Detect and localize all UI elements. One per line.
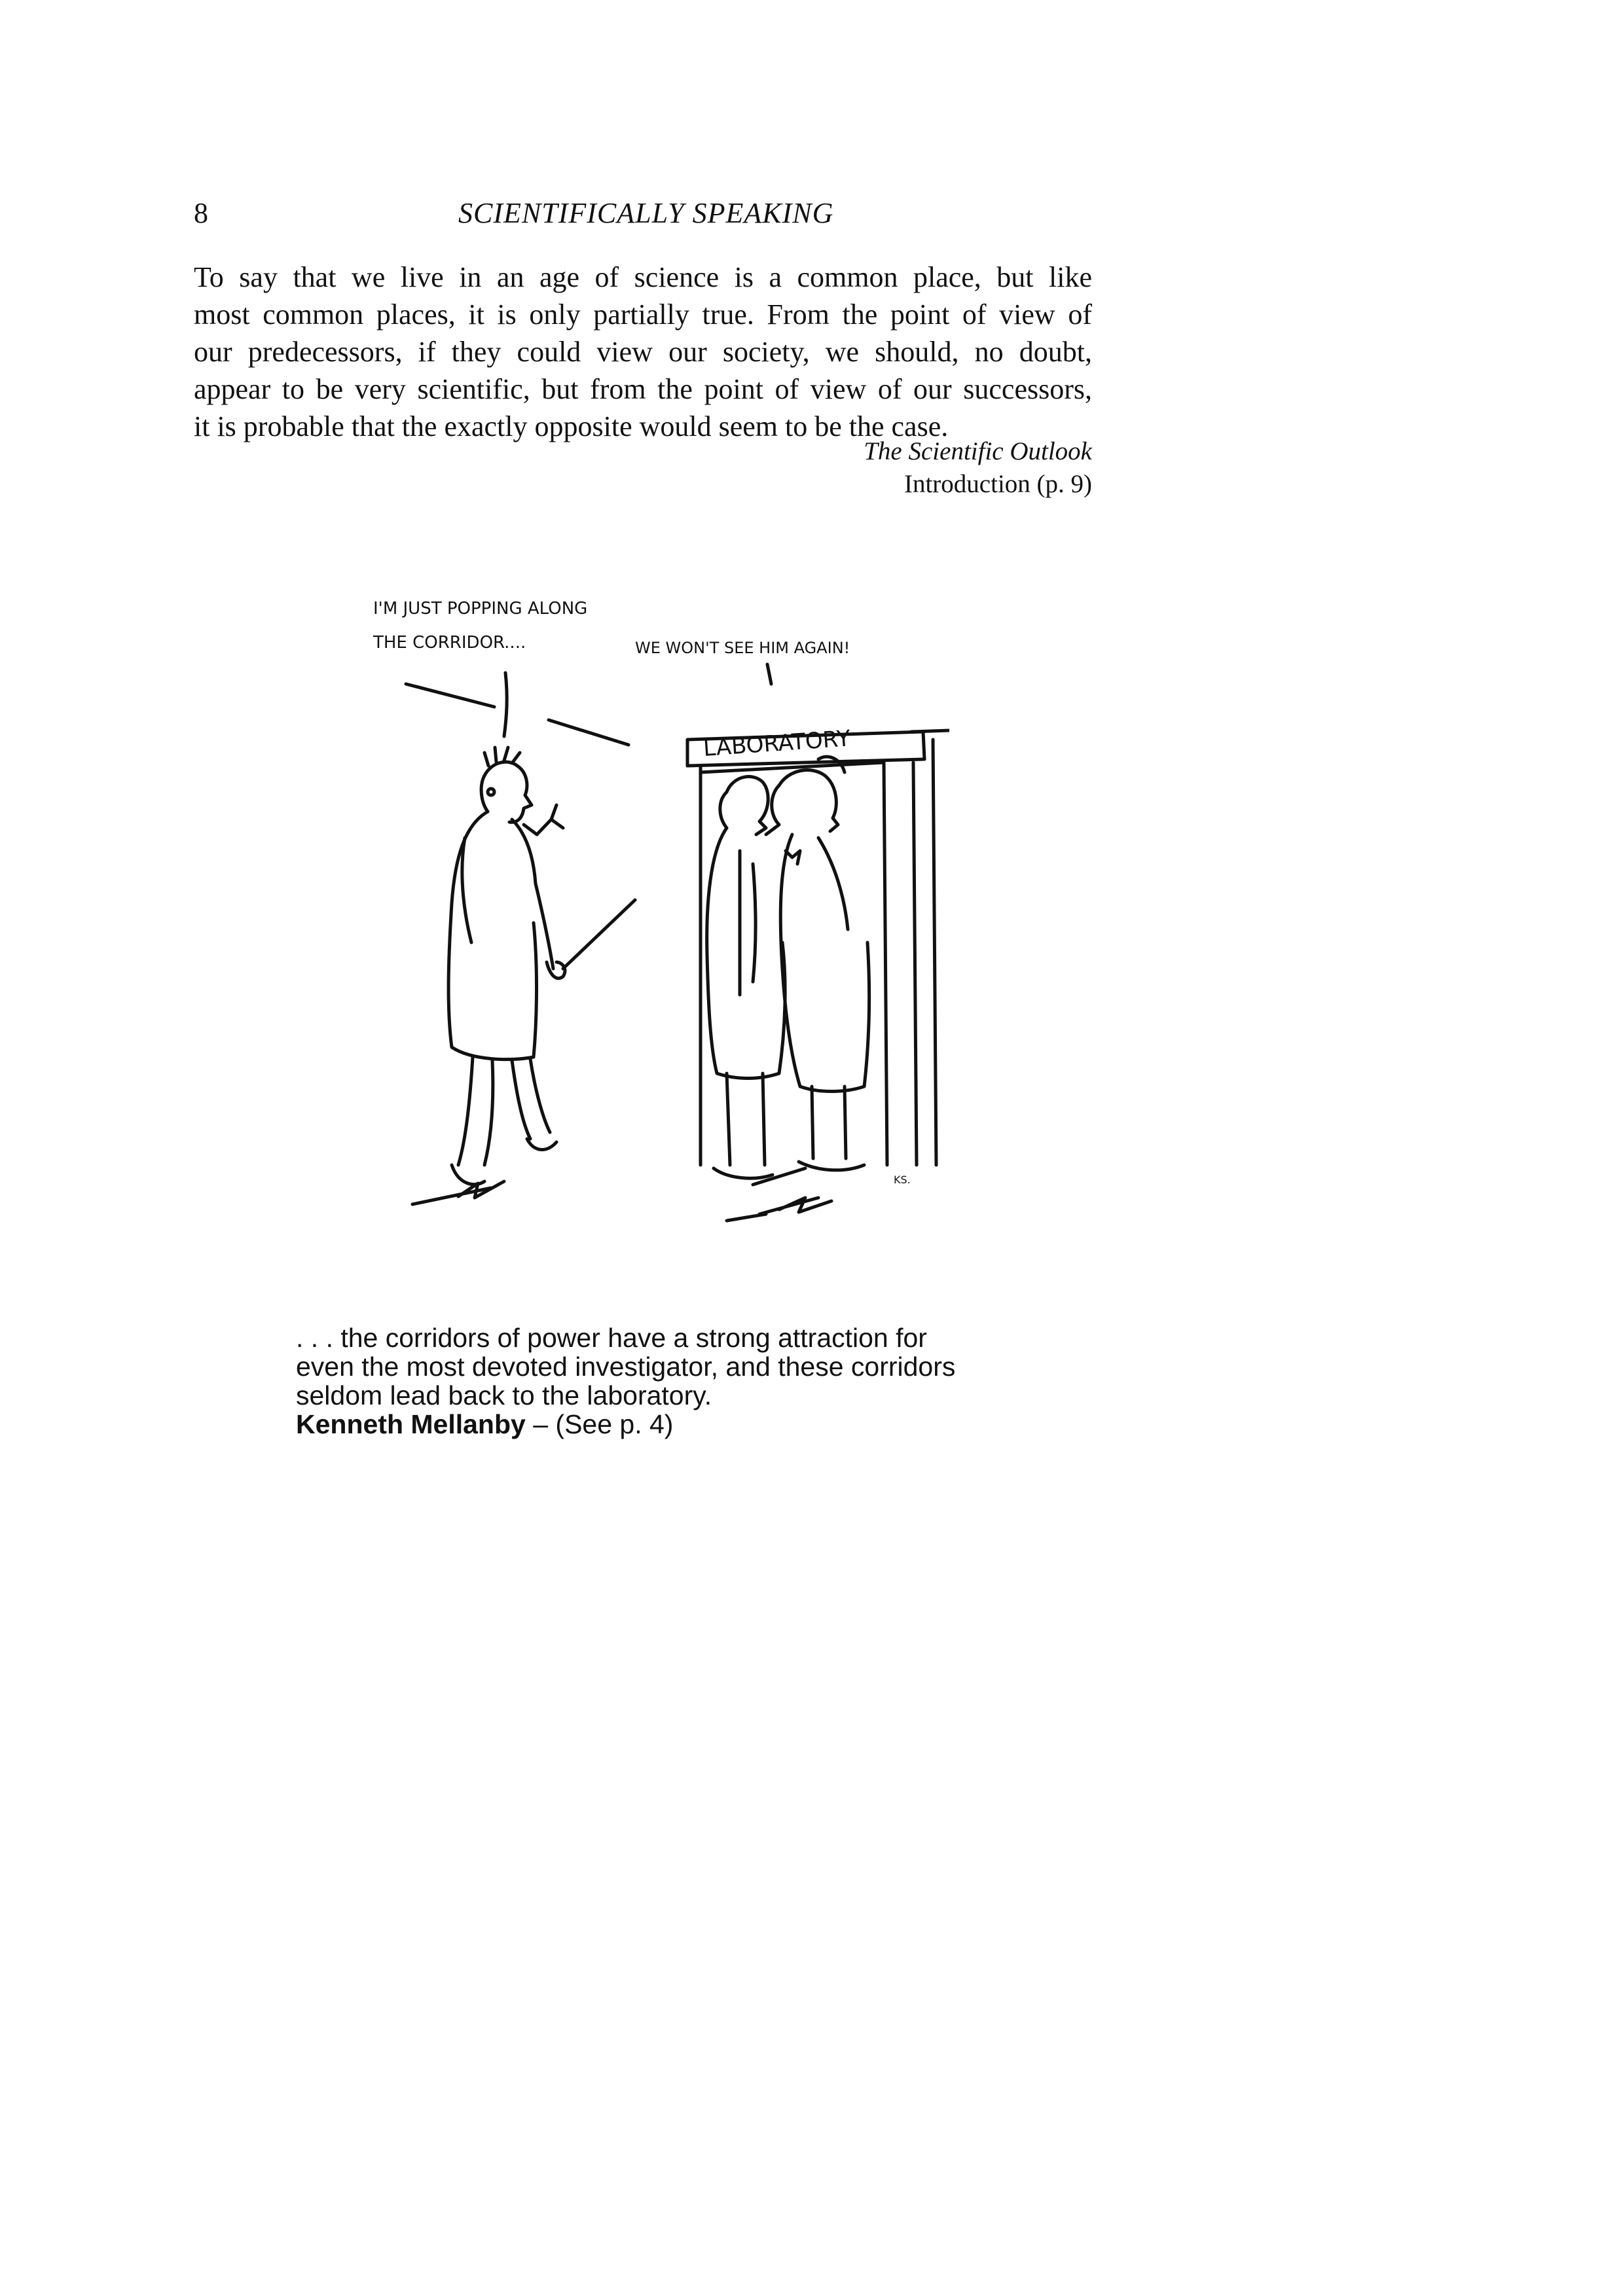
caption xyxy=(296,1323,1029,1439)
source-location: Introduction (p. 9) xyxy=(903,470,1092,498)
speech-right: WE WON'T SEE HIM AGAIN! xyxy=(635,639,850,657)
running-title: SCIENTIFICALLY SPEAKING xyxy=(458,197,834,229)
quote-line: our predecessors, if they could view our society, we should, no doubt, xyxy=(194,336,1092,368)
door-sign: LABORATORY xyxy=(702,725,852,762)
speech-left-line-2: THE CORRIDOR.... xyxy=(373,633,526,653)
quote-paragraph xyxy=(194,259,1092,445)
source-book-title: The Scientific Outlook xyxy=(864,437,1092,465)
caption-line: even the most devoted investigator, and these corridors xyxy=(296,1352,956,1382)
caption-author: Kenneth Mellanby xyxy=(296,1409,526,1439)
quote-line: To say that we live in an age of science is a common place, but like xyxy=(194,261,1092,293)
page-number: 8 xyxy=(194,197,208,229)
caption-line: . . . the corridors of power have a strong attraction for xyxy=(296,1323,927,1353)
quote-source xyxy=(864,435,1092,501)
caption-attribution xyxy=(296,1410,1029,1439)
cartoon-illustration xyxy=(360,576,949,1302)
artist-signature: KS. xyxy=(894,1174,911,1186)
speech-left-line-1: I'M JUST POPPING ALONG xyxy=(373,599,588,619)
quote-line: most common places, it is only partially true. From the point of view of xyxy=(194,298,1092,331)
quote-line: appear to be very scientific, but from the point of view of our successors, xyxy=(194,373,1092,405)
caption-line: seldom lead back to the laboratory. xyxy=(296,1380,712,1410)
caption-reference: – (See p. 4) xyxy=(525,1409,674,1439)
quote-line: it is probable that the exactly opposite would seem to be the case. xyxy=(194,410,949,442)
cartoon-drawing xyxy=(360,576,949,1302)
